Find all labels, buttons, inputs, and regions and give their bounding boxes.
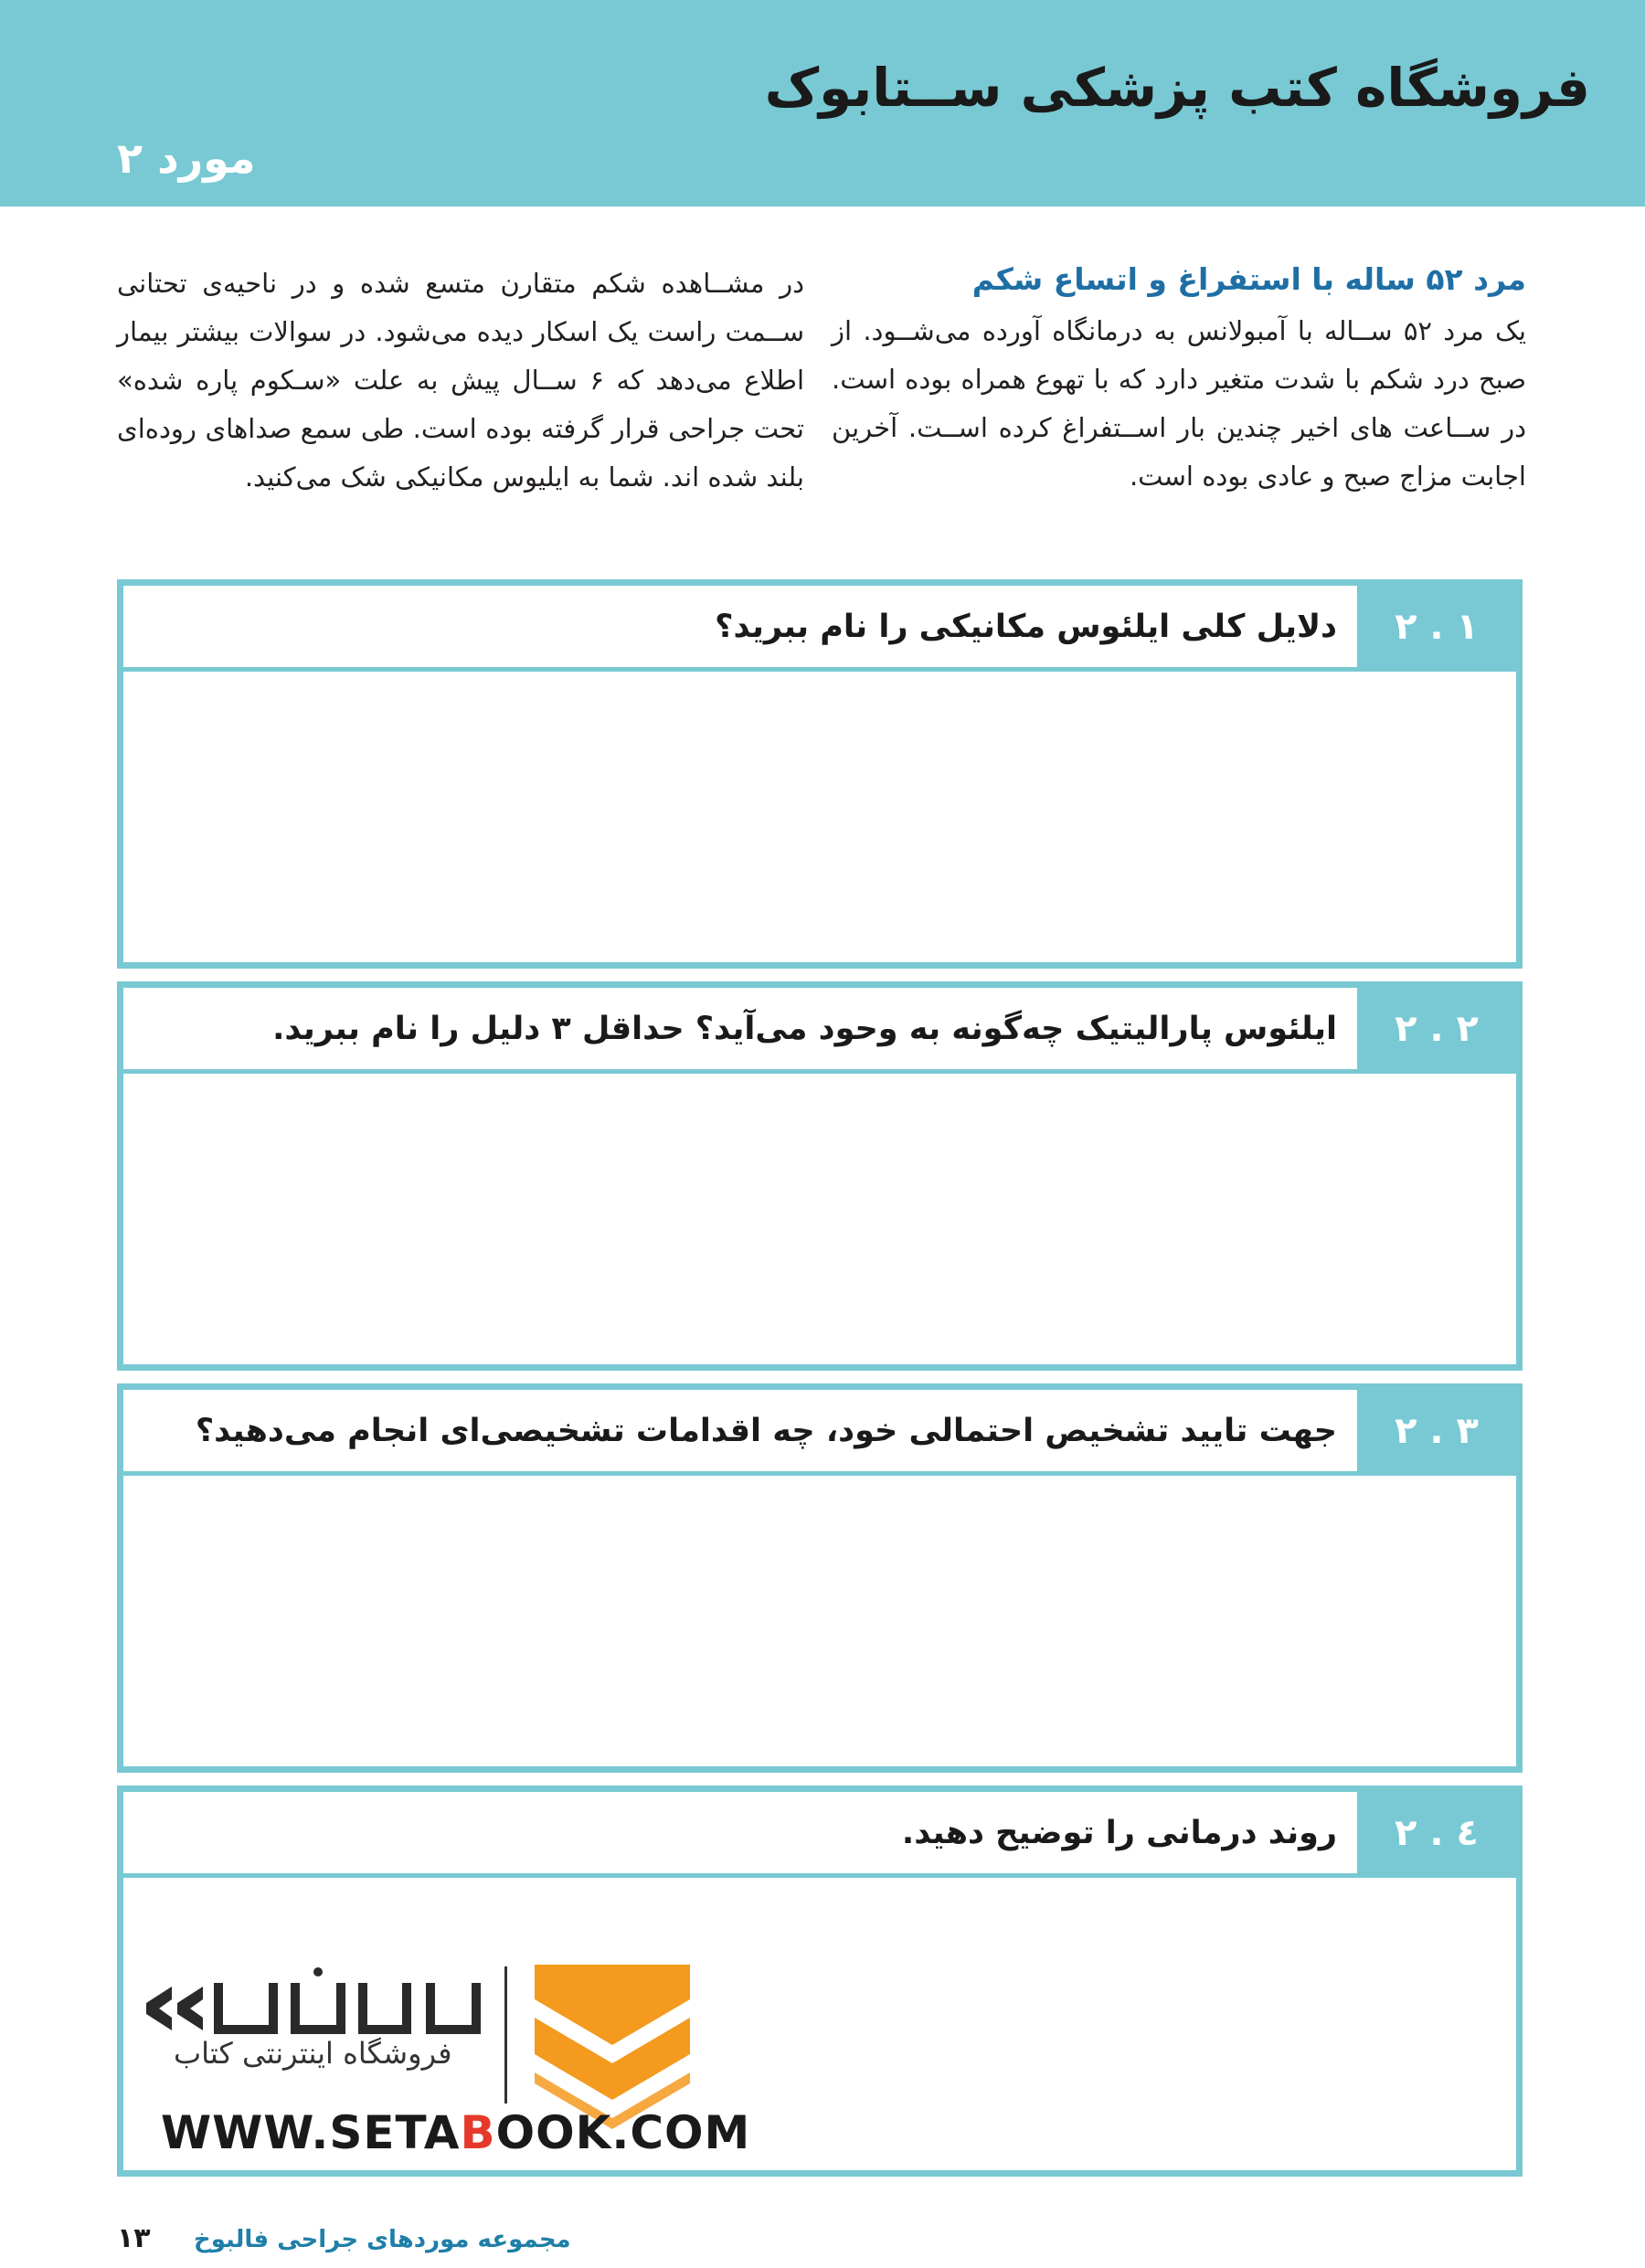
question-header — [123, 586, 1516, 672]
question-number: ۲ . ۲ — [1357, 988, 1516, 1069]
case-paragraph-right: یک مرد ۵۲ ســاله با آمبولانس به درمانگاه آورده می‌شــود. از صبح درد شکم با شدت متغیر دارد که با تهوع همراه بوده است. در ســاعت های اخیر چندین بار اســتفراغ کرده اســت. آخرین اجابت مزاج صبح و عادی بوده است. — [832, 315, 1526, 492]
case-label: مورد ۲ — [117, 133, 256, 183]
logo-subtitle: فروشگاه اینترنتی کتاب — [174, 2036, 452, 2071]
question-text: روند درمانی را توضیح دهید. — [901, 1814, 1337, 1851]
case-intro-right — [832, 256, 1526, 501]
setabook-wordmark — [146, 1967, 481, 2034]
question-number: ۲ . ۱ — [1357, 586, 1516, 667]
logo-url: WWW.SETABOOK.COM — [161, 2106, 751, 2159]
answer-area[interactable] — [123, 672, 1516, 962]
answer-area[interactable] — [123, 1074, 1516, 1364]
question-box-3 — [117, 1383, 1523, 1773]
question-header — [123, 1792, 1516, 1878]
answer-area[interactable] — [123, 1476, 1516, 1766]
question-text: جهت تایید تشخیص احتمالی خود، چه اقدامات تشخیصی‌ای انجام می‌دهید؟ — [195, 1412, 1337, 1449]
page-number: ۱۳ — [117, 2222, 151, 2254]
question-number: ۲ . ۳ — [1357, 1390, 1516, 1471]
book-title: مجموعه موردهای جراحی فالبوخ — [194, 2226, 571, 2253]
case-paragraph-left: در مشــاهده شکم متقارن متسع شده و در ناحیه‌ی تحتانی ســمت راست یک اسکار دیده می‌شود. در سوالات بیشتر بیمار اطلاع می‌دهد که ۶ ســال پیش به علت «سـکوم پاره شده» تحت جراحی قرار گرفته بوده است. طی سمع صداهای روده‌ای بلند شده اند. شما به ایلیوس مکانیکی شک می‌کنید. — [117, 268, 804, 493]
question-text: ایلئوس پارالیتیک چه‌گونه به وحود می‌آید؟ حداقل ۳ دلیل را نام ببرید. — [272, 1010, 1337, 1047]
question-box-2 — [117, 981, 1523, 1371]
question-text: دلایل کلی ایلئوس مکانیکی را نام ببرید؟ — [715, 608, 1337, 645]
question-header — [123, 1390, 1516, 1476]
case-heading: مرد ۵۲ ساله با استفراغ و اتساع شکم — [971, 261, 1526, 297]
store-title: فروشگاه کتب پزشکی ســتابوک — [764, 57, 1590, 119]
question-number: ۲ . ٤ — [1357, 1792, 1516, 1873]
question-header — [123, 988, 1516, 1074]
question-box-1 — [117, 579, 1523, 969]
book-chevron-icon — [535, 1965, 690, 2129]
